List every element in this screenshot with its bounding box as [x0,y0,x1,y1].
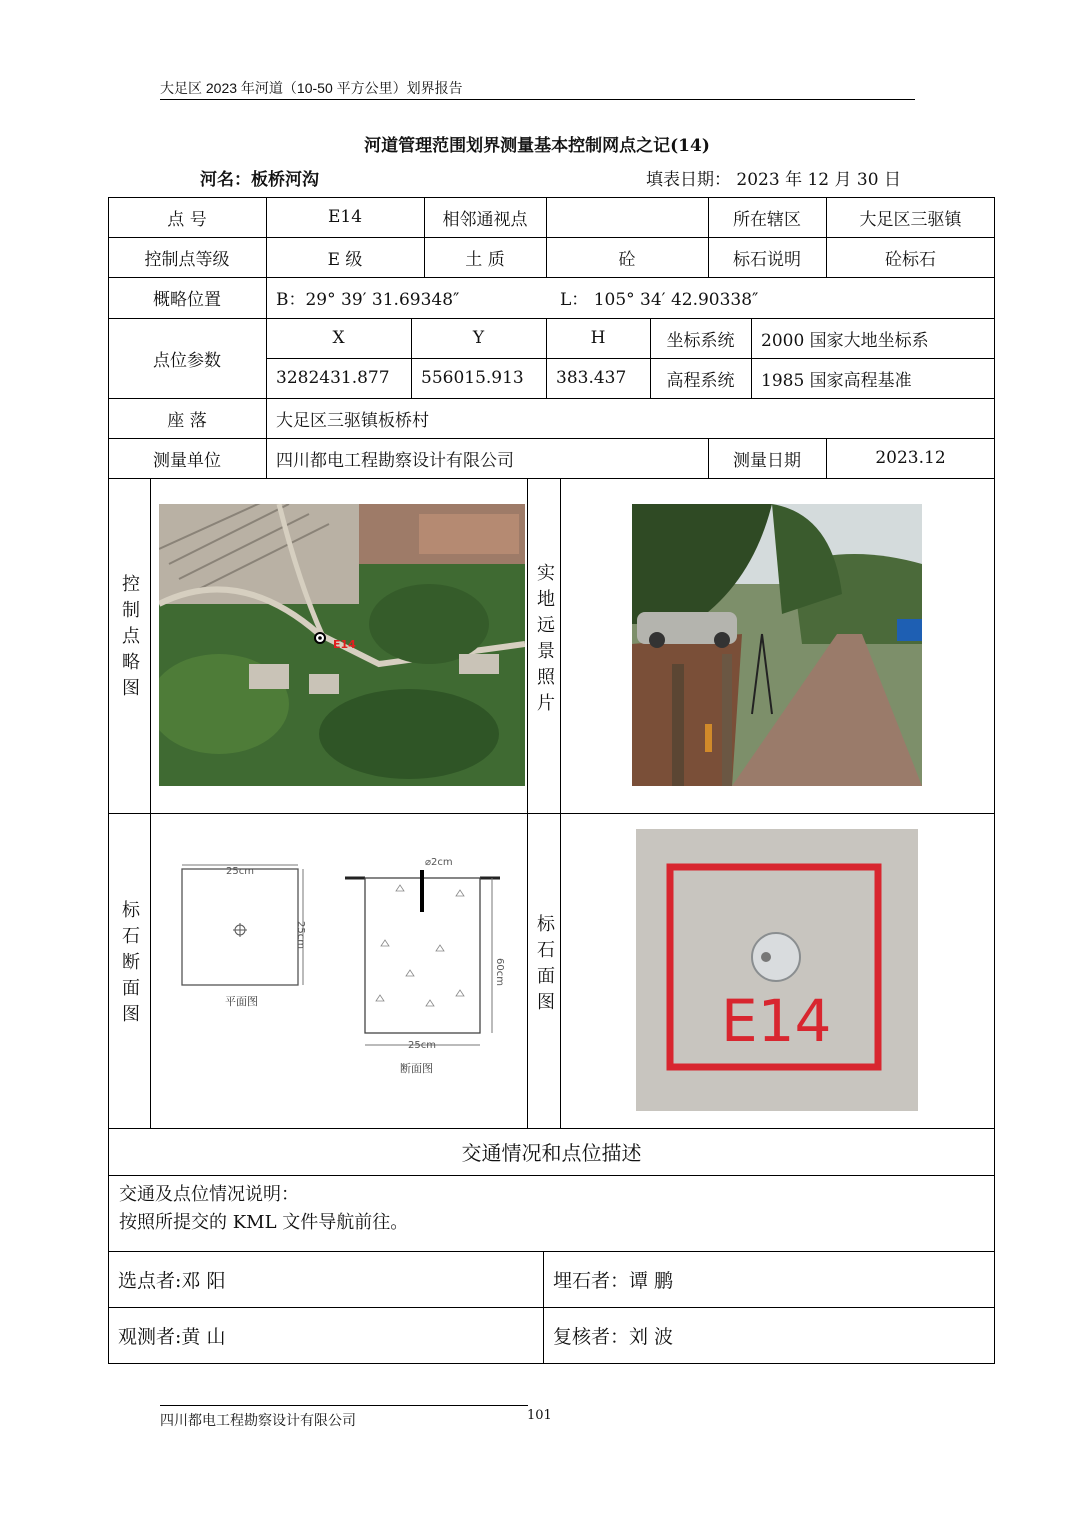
footer-company: 四川都电工程勘察设计有限公司 [160,1413,356,1429]
approx-latitude: B：29° 39′ 31.69348″ [276,290,460,310]
satellite-sketch-map [159,504,525,786]
plan-height-dim: 25cm [295,921,306,949]
soil-label: 土 质 [465,249,505,270]
point-no-value: E14 [327,207,363,227]
header-doc-title: 大足区 2023 年河道（10-50 平方公里）划界报告 [160,80,463,96]
marker-surface-photo [636,829,918,1111]
map-point-label: E14 [333,638,356,651]
coord-sys-value: 2000 国家大地坐标系 [761,330,929,351]
page-number: 101 [527,1408,552,1423]
section-depth-dim: 60cm [494,958,505,986]
traffic-header: 交通情况和点位描述 [461,1141,642,1165]
height-sys-label: 高程系统 [666,370,735,391]
survey-date-value: 2023.12 [875,448,946,468]
unit-value: 四川都电工程勘察设计有限公司 [276,450,514,471]
adjacent-value [546,197,708,237]
district-value: 大足区三驱镇 [859,209,962,230]
page-title: 河道管理范围划界测量基本控制网点之记(14) [364,136,710,156]
traffic-title: 交通及点位情况说明： [119,1184,299,1205]
adjacent-label: 相邻通视点 [442,209,528,230]
grade-value: E 级 [327,249,363,270]
survey-date-label: 测量日期 [733,450,801,471]
grade-label: 控制点等级 [144,249,230,270]
coord-sys-label: 坐标系统 [666,330,735,351]
y-value: 556015.913 [421,368,524,388]
location-label: 座 落 [167,410,207,431]
approx-longitude: L： 105° 34′ 42.90338″ [560,290,759,310]
rod-diameter-dim: ⌀2cm [425,857,453,868]
params-label: 点位参数 [153,350,221,371]
district-label: 所在辖区 [733,209,801,230]
stone-marker-text: E14 [721,987,832,1055]
fill-date: 填表日期： 2023 年 12 月 30 日 [646,170,901,190]
surface-label: 标石面图 [534,914,555,1018]
observer: 观测者:黄 山 [118,1326,226,1348]
river-name: 河名：板桥河沟 [200,170,319,190]
marker-value: 砼标石 [885,249,936,270]
sketch-label: 控制点略图 [119,574,140,704]
h-value: 383.437 [556,368,627,388]
unit-label: 测量单位 [153,450,221,471]
burier: 埋石者：谭 鹏 [553,1269,674,1292]
reviewer: 复核者：刘 波 [553,1326,674,1348]
footer-rule [160,1405,528,1406]
section-caption: 断面图 [400,1062,433,1075]
field-photo [632,504,922,786]
approx-label: 概略位置 [153,290,221,310]
plan-width-dim: 25cm [226,866,254,877]
location-value: 大足区三驱镇板桥村 [276,410,429,431]
photo-label: 实地远景照片 [534,563,555,719]
x-value: 3282431.877 [276,368,390,388]
plan-caption: 平面图 [225,995,258,1008]
y-label: Y [472,328,485,348]
height-sys-value: 1985 国家高程基准 [761,370,912,391]
marker-label: 标石说明 [733,249,801,270]
point-no-label: 点 号 [167,209,207,230]
x-label: X [332,328,345,348]
marker-section-diagram [170,850,515,1080]
h-label: H [590,328,606,348]
soil-value: 砼 [618,249,636,270]
header-rule [160,99,915,100]
selector: 选点者:邓 阳 [118,1269,226,1292]
section-label: 标石断面图 [119,900,140,1030]
section-width-dim: 25cm [408,1040,436,1051]
traffic-text: 按照所提交的 KML 文件导航前往。 [119,1212,409,1233]
